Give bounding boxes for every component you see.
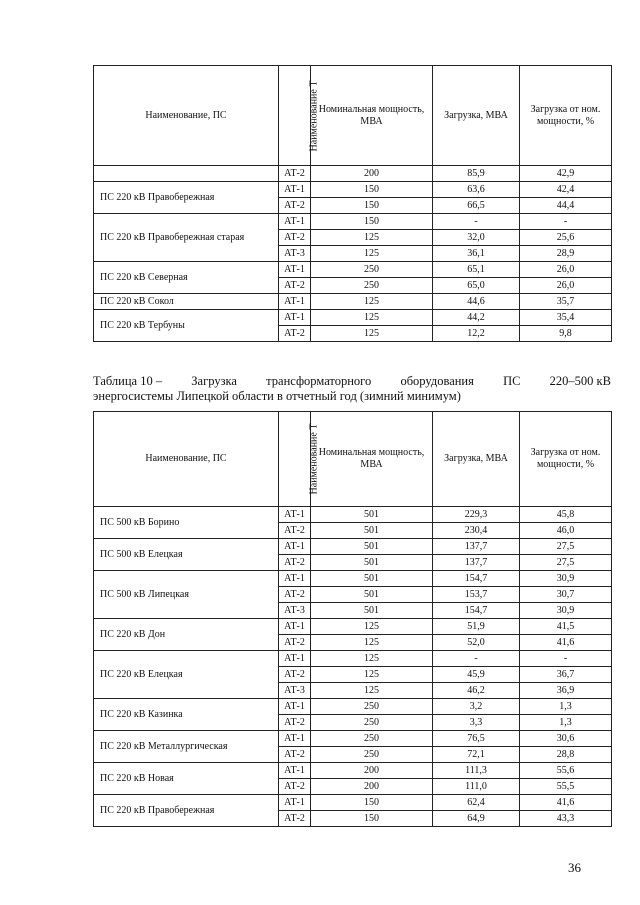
table-header — [94, 66, 612, 166]
cell-power: 501 — [311, 507, 433, 523]
caption-word: Загрузка — [191, 374, 237, 388]
cell-pct: 41,6 — [520, 795, 612, 811]
cell-power: 200 — [311, 763, 433, 779]
cell-load: 111,3 — [433, 763, 520, 779]
cell-pct: 27,5 — [520, 555, 612, 571]
cell-power: 250 — [311, 262, 433, 278]
cell-pct: 30,6 — [520, 731, 612, 747]
cell-pct: 30,7 — [520, 587, 612, 603]
cell-t: АТ-2 — [279, 230, 311, 246]
cell-pct: - — [520, 214, 612, 230]
cell-t: АТ-1 — [279, 795, 311, 811]
cell-power: 250 — [311, 747, 433, 763]
cell-name: ПС 220 кВ Новая — [94, 763, 279, 795]
cell-load: 230,4 — [433, 523, 520, 539]
cell-t: АТ-2 — [279, 523, 311, 539]
cell-pct: 42,9 — [520, 166, 612, 182]
cell-load: 63,6 — [433, 182, 520, 198]
cell-t: АТ-1 — [279, 262, 311, 278]
header-t-text: Наименование Т — [308, 423, 320, 495]
cell-pct: 42,4 — [520, 182, 612, 198]
cell-t: АТ-2 — [279, 166, 311, 182]
table-row — [94, 294, 612, 310]
table-row — [94, 699, 612, 715]
cell-pct: 55,5 — [520, 779, 612, 795]
cell-load: - — [433, 214, 520, 230]
cell-t: АТ-3 — [279, 603, 311, 619]
cell-pct: 30,9 — [520, 603, 612, 619]
cell-t: АТ-1 — [279, 214, 311, 230]
cell-t: АТ-2 — [279, 811, 311, 827]
cell-power: 125 — [311, 246, 433, 262]
cell-pct: 9,8 — [520, 326, 612, 342]
cell-name: ПС 500 кВ Елецкая — [94, 539, 279, 571]
cell-power: 125 — [311, 310, 433, 326]
cell-name — [94, 166, 279, 182]
cell-power: 125 — [311, 294, 433, 310]
table-caption — [93, 374, 611, 404]
cell-pct: 35,4 — [520, 310, 612, 326]
cell-power: 125 — [311, 667, 433, 683]
header-load: Загрузка, МВА — [433, 66, 520, 166]
cell-t: АТ-1 — [279, 294, 311, 310]
table-row — [94, 571, 612, 587]
cell-power: 150 — [311, 795, 433, 811]
cell-power: 150 — [311, 811, 433, 827]
cell-power: 125 — [311, 326, 433, 342]
cell-load: 76,5 — [433, 731, 520, 747]
header-power: Номинальная мощность, МВА — [311, 412, 433, 507]
cell-t: АТ-2 — [279, 635, 311, 651]
header-t — [279, 66, 320, 166]
cell-load: 154,7 — [433, 571, 520, 587]
cell-name: ПС 220 кВ Северная — [94, 262, 279, 294]
cell-pct: 41,6 — [520, 635, 612, 651]
table-row — [94, 262, 612, 278]
table-row — [94, 763, 612, 779]
cell-pct: 25,6 — [520, 230, 612, 246]
cell-pct: 35,7 — [520, 294, 612, 310]
caption-line-2: энергосистемы Липецкой области в отчетный год (зимний минимум) — [93, 389, 461, 403]
cell-load: - — [433, 651, 520, 667]
page-number: 36 — [568, 860, 581, 875]
cell-power: 125 — [311, 651, 433, 667]
cell-power: 250 — [311, 715, 433, 731]
cell-load: 65,0 — [433, 278, 520, 294]
cell-name: ПС 220 кВ Дон — [94, 619, 279, 651]
cell-t: АТ-1 — [279, 619, 311, 635]
cell-power: 125 — [311, 230, 433, 246]
table-row — [94, 795, 612, 811]
cell-pct: 36,9 — [520, 683, 612, 699]
cell-power: 250 — [311, 278, 433, 294]
cell-t: АТ-2 — [279, 779, 311, 795]
cell-pct: 45,8 — [520, 507, 612, 523]
cell-name: ПС 220 кВ Елецкая — [94, 651, 279, 699]
table-row — [94, 310, 612, 326]
cell-t: АТ-1 — [279, 699, 311, 715]
cell-pct: 43,3 — [520, 811, 612, 827]
cell-power: 250 — [311, 699, 433, 715]
table-2 — [93, 411, 612, 827]
cell-name: ПС 500 кВ Липецкая — [94, 571, 279, 619]
cell-power: 150 — [311, 198, 433, 214]
cell-load: 65,1 — [433, 262, 520, 278]
cell-t: АТ-1 — [279, 507, 311, 523]
cell-pct: 27,5 — [520, 539, 612, 555]
cell-t: АТ-2 — [279, 278, 311, 294]
cell-name: ПС 220 кВ Казинка — [94, 699, 279, 731]
caption-word: Таблица 10 – — [93, 374, 163, 388]
cell-t: АТ-1 — [279, 651, 311, 667]
cell-load: 154,7 — [433, 603, 520, 619]
cell-load: 52,0 — [433, 635, 520, 651]
cell-t: АТ-2 — [279, 555, 311, 571]
cell-t: АТ-1 — [279, 571, 311, 587]
cell-power: 150 — [311, 182, 433, 198]
cell-name: ПС 220 кВ Металлургическая — [94, 731, 279, 763]
cell-load: 111,0 — [433, 779, 520, 795]
cell-pct: 30,9 — [520, 571, 612, 587]
cell-t: АТ-1 — [279, 182, 311, 198]
table-row — [94, 619, 612, 635]
cell-pct: 1,3 — [520, 715, 612, 731]
cell-t: АТ-2 — [279, 715, 311, 731]
cell-load: 32,0 — [433, 230, 520, 246]
cell-load: 3,2 — [433, 699, 520, 715]
cell-load: 153,7 — [433, 587, 520, 603]
cell-power: 125 — [311, 619, 433, 635]
caption-word: 220–500 кВ — [549, 374, 611, 388]
cell-power: 501 — [311, 603, 433, 619]
cell-pct: 44,4 — [520, 198, 612, 214]
cell-name: ПС 220 кВ Тербуны — [94, 310, 279, 342]
header-name: Наименование, ПС — [94, 412, 279, 507]
cell-t: АТ-3 — [279, 683, 311, 699]
caption-line-1 — [93, 374, 611, 389]
table-1 — [93, 65, 612, 342]
cell-pct: 26,0 — [520, 262, 612, 278]
cell-t: АТ-2 — [279, 326, 311, 342]
cell-load: 66,5 — [433, 198, 520, 214]
table-row — [94, 166, 612, 182]
cell-load: 44,6 — [433, 294, 520, 310]
table-header — [94, 412, 612, 507]
cell-name: ПС 220 кВ Правобережная — [94, 182, 279, 214]
cell-t: АТ-2 — [279, 667, 311, 683]
header-t-text: Наименование Т — [308, 80, 320, 151]
cell-load: 3,3 — [433, 715, 520, 731]
cell-t: АТ-1 — [279, 310, 311, 326]
cell-pct: 1,3 — [520, 699, 612, 715]
cell-name: ПС 220 кВ Правобережная — [94, 795, 279, 827]
header-load-pct: Загрузка от ном. мощности, % — [520, 66, 612, 166]
cell-power: 150 — [311, 214, 433, 230]
header-load: Загрузка, МВА — [433, 412, 520, 507]
cell-load: 51,9 — [433, 619, 520, 635]
cell-load: 62,4 — [433, 795, 520, 811]
cell-name: ПС 220 кВ Сокол — [94, 294, 279, 310]
cell-power: 501 — [311, 571, 433, 587]
cell-t: АТ-2 — [279, 198, 311, 214]
cell-pct: 28,8 — [520, 747, 612, 763]
cell-load: 45,9 — [433, 667, 520, 683]
header-load-pct: Загрузка от ном. мощности, % — [520, 412, 612, 507]
cell-power: 501 — [311, 555, 433, 571]
caption-word: трансформаторного — [266, 374, 372, 388]
cell-t: АТ-2 — [279, 747, 311, 763]
table-row — [94, 182, 612, 198]
cell-name: ПС 500 кВ Борино — [94, 507, 279, 539]
table-row — [94, 651, 612, 667]
cell-t: АТ-1 — [279, 539, 311, 555]
header-name: Наименование, ПС — [94, 66, 279, 166]
cell-power: 501 — [311, 539, 433, 555]
table-row — [94, 539, 612, 555]
cell-load: 229,3 — [433, 507, 520, 523]
cell-load: 85,9 — [433, 166, 520, 182]
cell-pct: - — [520, 651, 612, 667]
table-row — [94, 731, 612, 747]
cell-power: 125 — [311, 635, 433, 651]
cell-load: 44,2 — [433, 310, 520, 326]
caption-word: ПС — [503, 374, 521, 388]
cell-load: 137,7 — [433, 555, 520, 571]
table-row — [94, 214, 612, 230]
cell-power: 125 — [311, 683, 433, 699]
caption-word: оборудования — [400, 374, 474, 388]
cell-load: 12,2 — [433, 326, 520, 342]
cell-pct: 26,0 — [520, 278, 612, 294]
cell-power: 200 — [311, 166, 433, 182]
header-power: Номинальная мощность, МВА — [311, 66, 433, 166]
cell-t: АТ-2 — [279, 587, 311, 603]
cell-name: ПС 220 кВ Правобережная старая — [94, 214, 279, 262]
cell-t: АТ-1 — [279, 763, 311, 779]
cell-power: 501 — [311, 587, 433, 603]
cell-power: 200 — [311, 779, 433, 795]
cell-t: АТ-1 — [279, 731, 311, 747]
cell-load: 46,2 — [433, 683, 520, 699]
cell-pct: 46,0 — [520, 523, 612, 539]
cell-power: 250 — [311, 731, 433, 747]
cell-power: 501 — [311, 523, 433, 539]
table-row — [94, 507, 612, 523]
cell-load: 137,7 — [433, 539, 520, 555]
cell-pct: 41,5 — [520, 619, 612, 635]
header-t — [279, 412, 320, 507]
cell-pct: 55,6 — [520, 763, 612, 779]
cell-pct: 36,7 — [520, 667, 612, 683]
cell-pct: 28,9 — [520, 246, 612, 262]
cell-load: 64,9 — [433, 811, 520, 827]
cell-t: АТ-3 — [279, 246, 311, 262]
cell-load: 36,1 — [433, 246, 520, 262]
cell-load: 72,1 — [433, 747, 520, 763]
